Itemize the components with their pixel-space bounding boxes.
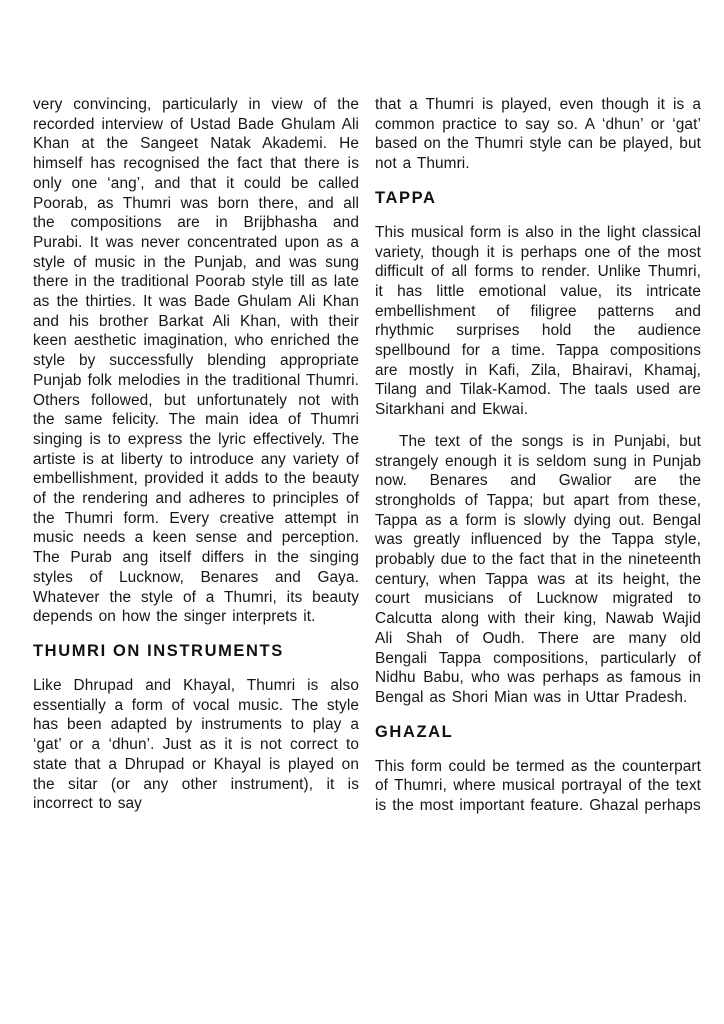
left-column bbox=[33, 95, 359, 1024]
body-paragraph-thumri-instruments: Like Dhrupad and Khayal, Thumri is also essentially a form of vocal music. The style has been adapted by instruments to play a ‘gat’ or a ‘dhun’. Just as it is not correct to state that a Dhrupad or Khayal is played on the sitar (or any other instrument), it is incorrect to say bbox=[33, 676, 359, 813]
body-paragraph-tappa-intro: This musical form is also in the light classical variety, though it is perhaps one of the most difficult of all forms to render. Unlike Thumri, it has little emotional value, its intricate embellishment of filigree patterns and rhythmic surprises hold the audience spellbound for a time. Tappa compositions are mostly in Kafi, Zila, Bhairavi, Khamaj, Tilang and Tilak-Kamod. The taals used are Sitarkhani and Ekwai. bbox=[375, 223, 701, 419]
right-column bbox=[375, 95, 701, 1024]
body-paragraph-ghazal-intro: This form could be termed as the counterpart of Thumri, where musical portrayal of the text is the most important feature. Ghazal perhaps bbox=[375, 757, 701, 815]
heading-ghazal: GHAZAL bbox=[375, 722, 454, 741]
heading-tappa: TAPPA bbox=[375, 188, 437, 207]
body-paragraph-thumri-instruments-continued: that a Thumri is played, even though it is a common practice to say so. A ‘dhun’ or ‘gat’ based on the Thumri style can be played, but not a Thumri. bbox=[375, 96, 701, 173]
heading-thumri-on-instruments: THUMRI ON INSTRUMENTS bbox=[33, 641, 284, 660]
body-paragraph-thumri-continuation: very convincing, particularly in view of the recorded interview of Ustad Bade Ghulam Ali Khan at the Sangeet Natak Akademi. He himself has recognised the fact that there is only one ‘ang’, and that it could be called Poorab, as Thumri was born there, and all the compositions are in Brijbhasha and Purabi. It was never concentrated upon as a style of music in the Punjab, and was sung there in the traditional Poorab style till as late as the thirties. It was Bade Ghulam Ali Khan and his brother Barkat Ali Khan, with their keen aesthetic imagination, who enriched the style by successfully blending appropriate Punjab folk melodies in the traditional Thumri. Others followed, but unfortunately not with the same felicity. The main idea of Thumri singing is to express the lyric effectively. The artiste is at liberty to introduce any variety of embellishment, provided it adds to the beauty of the rendering and adheres to principles of the Thumri form. Every creative attempt in music needs a keen sense and perception. The Purab ang itself differs in the singing styles of Lucknow, Benares and Gaya. Whatever the style of a Thumri, its beauty depends on how the singer interprets it. bbox=[33, 96, 359, 626]
body-paragraph-tappa-history: The text of the songs is in Punjabi, but strangely enough it is seldom sung in Punjab now. Benares and Gwalior are the strongholds of Tappa; but apart from these, Tappa as a form is slowly dying out. Bengal was greatly influenced by the Tappa style, probably due to the fact that in the nineteenth century, when Tappa was at its height, the court musicians of Lucknow migrated to Calcutta along with their king, Nawab Wajid Ali Shah of Oudh. There are many old Bengali Tappa compositions, particularly of Nidhu Babu, who was perhaps as famous in Bengal as Shori Mian was in Uttar Pradesh. bbox=[375, 432, 701, 706]
